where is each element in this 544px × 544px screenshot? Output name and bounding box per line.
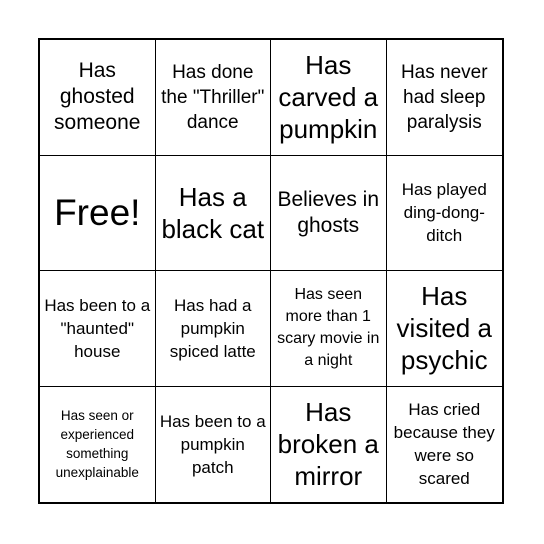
bingo-cell-text: Has broken a mirror (277, 397, 379, 492)
bingo-cell-14[interactable] (156, 387, 272, 503)
bingo-cell-text: Has never had sleep paralysis (400, 61, 488, 133)
bingo-cell-text: Has seen more than 1 scary movie in a night (277, 286, 380, 370)
bingo-cell-text: Has visited a psychic (396, 281, 492, 376)
bingo-cell-1[interactable] (40, 40, 156, 156)
bingo-cell-text: Has a black cat (161, 181, 265, 244)
bingo-cell-16[interactable] (387, 387, 503, 503)
bingo-cell-15[interactable] (271, 387, 387, 503)
bingo-cell-text: Has carved a pumpkin (278, 50, 379, 145)
bingo-cell-7[interactable] (271, 156, 387, 272)
bingo-cell-text: Has played ding-dong-ditch (401, 180, 487, 246)
bingo-cell-text: Free! (54, 191, 141, 233)
bingo-cell-text: Has ghosted someone (54, 59, 141, 135)
bingo-cell-text: Has cried because they were so scared (393, 400, 495, 489)
bingo-cell-text: Has had a pumpkin spiced latte (169, 295, 256, 361)
bingo-cell-6[interactable] (156, 156, 272, 272)
bingo-cell-text: Has been to a pumpkin patch (159, 411, 266, 477)
bingo-cell-12[interactable] (387, 271, 503, 387)
bingo-cell-10[interactable] (156, 271, 272, 387)
bingo-cell-8[interactable] (387, 156, 503, 272)
bingo-cell-text: Has done the "Thriller" dance (161, 61, 265, 133)
bingo-board (38, 38, 504, 504)
bingo-cell-4[interactable] (387, 40, 503, 156)
bingo-cell-text: Has been to a "haunted" house (44, 295, 151, 361)
bingo-cell-text: Believes in ghosts (277, 187, 380, 237)
bingo-cell-text: Has seen or experienced something unexplainable (55, 408, 139, 481)
bingo-cell-3[interactable] (271, 40, 387, 156)
bingo-cell-11[interactable] (271, 271, 387, 387)
bingo-cell-2[interactable] (156, 40, 272, 156)
bingo-cell-9[interactable] (40, 271, 156, 387)
bingo-free-cell[interactable] (40, 156, 156, 272)
bingo-cell-13[interactable] (40, 387, 156, 503)
